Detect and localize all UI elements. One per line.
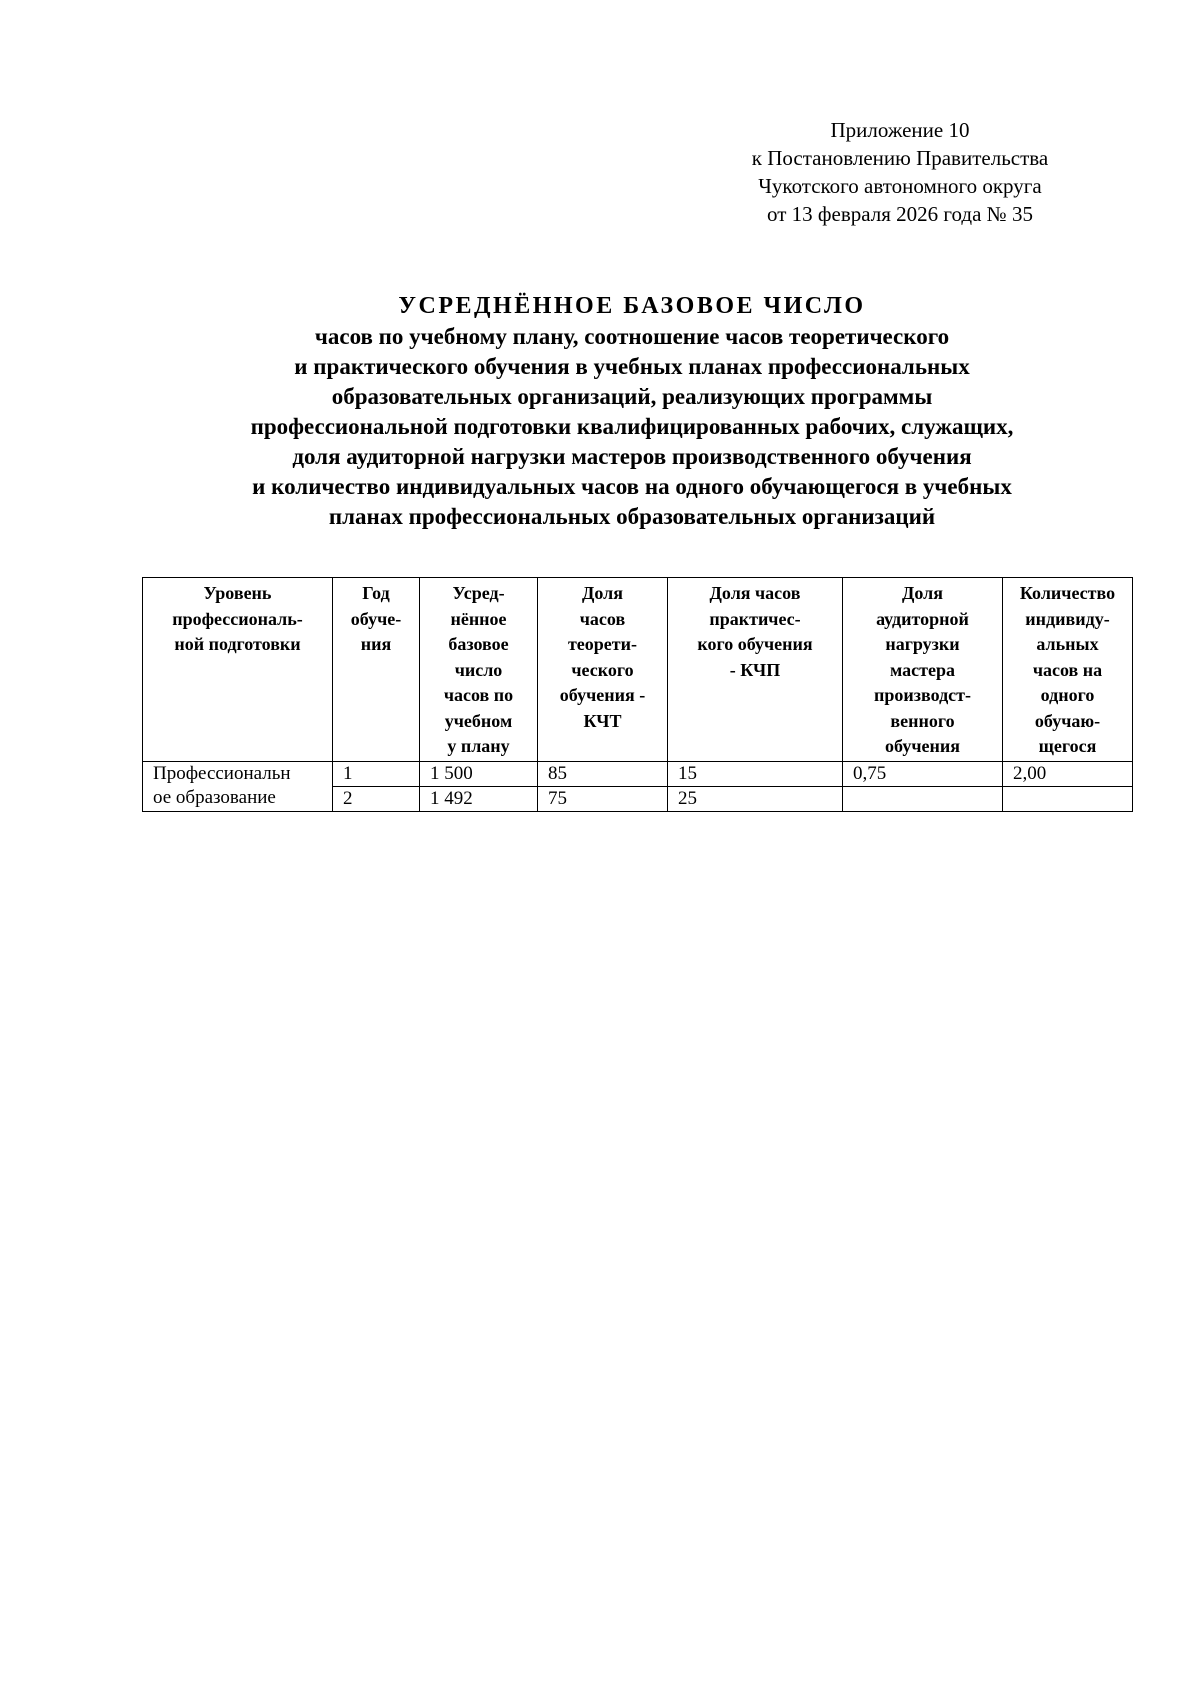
annex-line-3: Чукотского автономного округа: [758, 174, 1042, 198]
subtitle-line: и практического обучения в учебных планах профессиональных: [294, 354, 970, 379]
header-kcht: Доля часов теорети- ческого обучения - КЧТ: [538, 578, 668, 762]
cell-kcht: 85: [538, 761, 668, 786]
cell-level: Профессиональн ое образование: [143, 761, 333, 811]
subtitle-line: профессиональной подготовки квалифицированных рабочих, служащих,: [250, 414, 1014, 439]
subtitle-line: образовательных организаций, реализующих программы: [331, 384, 933, 409]
annex-line-4: от 13 февраля 2026 года № 35: [767, 202, 1033, 226]
data-table: [142, 577, 1133, 812]
cell-individual-hours: [1003, 786, 1133, 811]
subtitle-line: и количество индивидуальных часов на одного обучающегося в учебных: [252, 474, 1012, 499]
cell-hours: 1 500: [420, 761, 538, 786]
document-heading: [130, 290, 1134, 532]
cell-year: 1: [333, 761, 420, 786]
document-title: УСРЕДНЁННОЕ БАЗОВОЕ ЧИСЛО: [398, 293, 866, 319]
header-year: Год обуче- ния: [333, 578, 420, 762]
header-average-hours: Усред- нённое базовое число часов по учебном у плану: [420, 578, 538, 762]
cell-master-share: 0,75: [843, 761, 1003, 786]
cell-kcht: 75: [538, 786, 668, 811]
subtitle-line: доля аудиторной нагрузки мастеров производственного обучения: [292, 444, 972, 469]
subtitle-line: часов по учебному плану, соотношение часов теоретического: [314, 324, 950, 349]
table-header-row: [143, 578, 1133, 762]
annex-block: [700, 116, 1100, 228]
header-master-share: Доля аудиторной нагрузки мастера производст- венного обучения: [843, 578, 1003, 762]
cell-hours: 1 492: [420, 786, 538, 811]
cell-master-share: [843, 786, 1003, 811]
header-level: Уровень профессиональ- ной подготовки: [143, 578, 333, 762]
annex-line-2: к Постановлению Правительства: [751, 146, 1049, 170]
header-individual-hours: Количество индивиду- альных часов на одного обучаю- щегося: [1003, 578, 1133, 762]
subtitle-line: планах профессиональных образовательных организаций: [328, 504, 936, 529]
header-kchp: Доля часов практичес- кого обучения - КЧП: [668, 578, 843, 762]
annex-line-1: Приложение 10: [830, 118, 970, 142]
cell-kchp: 25: [668, 786, 843, 811]
cell-individual-hours: 2,00: [1003, 761, 1133, 786]
cell-year: 2: [333, 786, 420, 811]
table-row: [143, 761, 1133, 786]
cell-kchp: 15: [668, 761, 843, 786]
document-subtitle: [130, 322, 1134, 532]
